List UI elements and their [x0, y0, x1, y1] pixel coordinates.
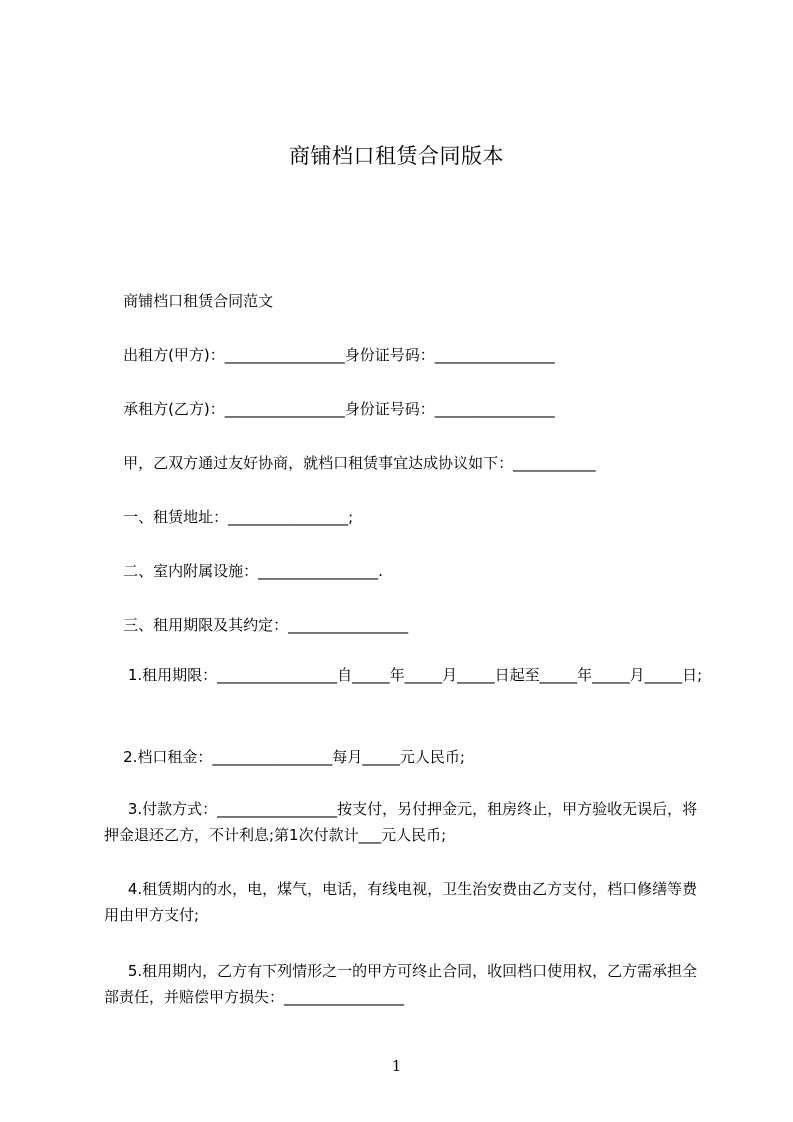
paragraph-lessee: 承租方(乙方)：________________身份证号码：________________ [104, 400, 555, 418]
document-title: 商铺档口租赁合同版本 [289, 144, 504, 168]
paragraph-indoor-facilities: 二、室内附属设施：________________. [104, 562, 383, 580]
paragraph-rental-address: 一、租赁地址：________________; [104, 508, 354, 526]
paragraph-term-4-utilities: 4.租赁期内的水，电，煤气，电话，有线电视，卫生治安费由乙方支付，档口修缮等费用由甲方支付; [104, 880, 698, 924]
page-number: 1 [391, 1057, 402, 1075]
paragraph-term-5-termination: 5.租用期内，乙方有下列情形之一的甲方可终止合同，收回档口使用权，乙方需承担全部责任，并赔偿甲方损失：________________ [104, 962, 698, 1006]
paragraph-lease-term: 三、租用期限及其约定：________________ [104, 616, 409, 634]
paragraph-agreement-intro: 甲，乙双方通过友好协商，就档口租赁事宜达成协议如下：___________ [104, 454, 596, 472]
paragraph-term-1-period: 1.租用期限：________________自_____年_____月_____日起至_____年_____月_____日; [104, 666, 703, 684]
paragraph-contract-sample: 商铺档口租赁合同范文 [104, 292, 274, 310]
paragraph-lessor: 出租方(甲方)：________________身份证号码：________________ [104, 346, 555, 364]
paragraph-term-3-payment: 3.付款方式：________________按支付，另付押金元，租房终止，甲方验收无误后，将押金退还乙方，不计利息;第1次付款计___元人民币; [104, 800, 698, 844]
paragraph-term-2-rent: 2.档口租金：________________每月_____元人民币; [104, 748, 465, 766]
